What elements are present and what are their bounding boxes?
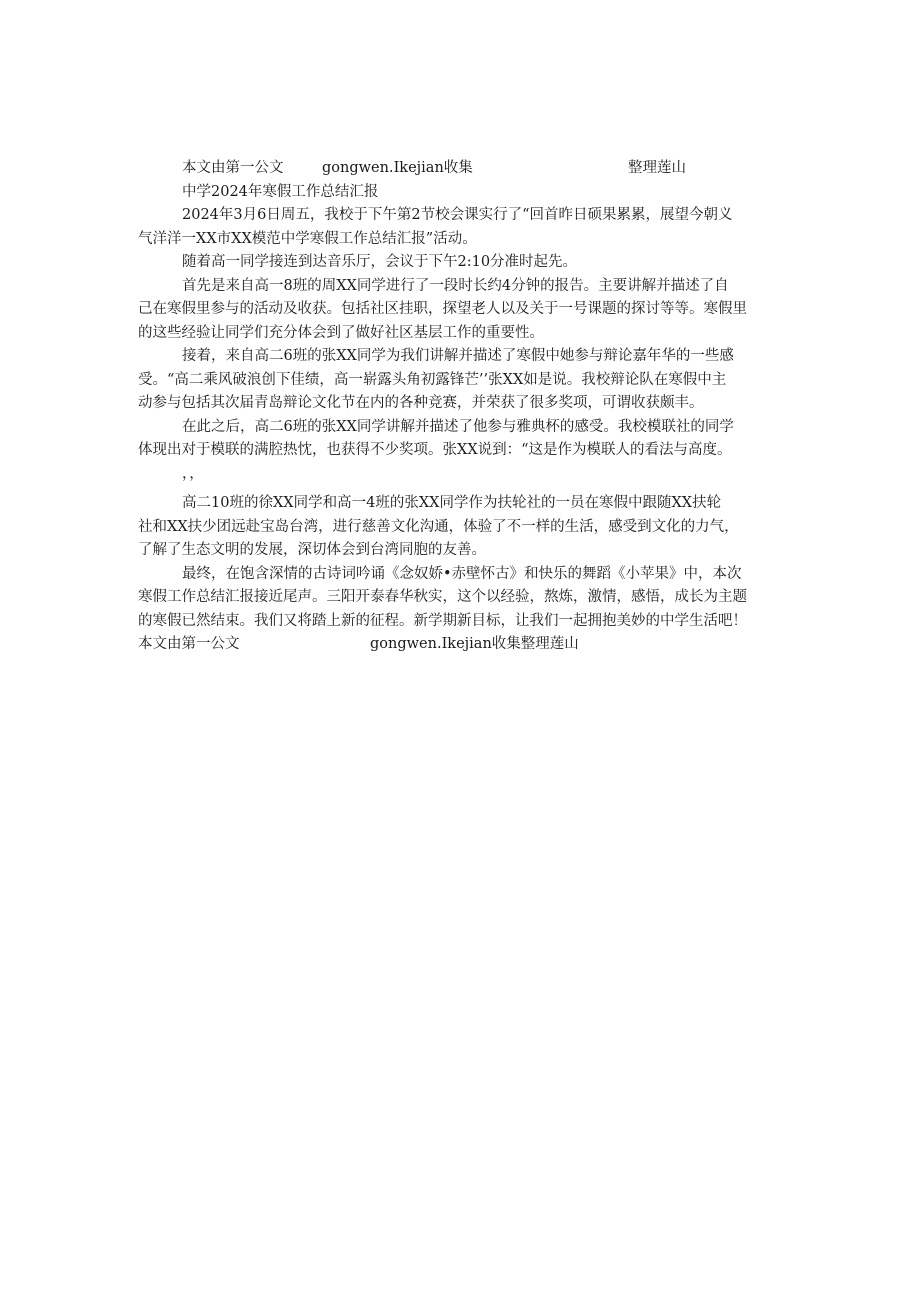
paragraph-line: 了解了生态文明的发展，深切体会到台湾同胞的友善。 (138, 542, 486, 558)
header-line (138, 157, 798, 181)
paragraph-6 (138, 492, 798, 563)
paragraph-line: 体现出对于模联的满腔热忱，也获得不少奖项。张XX说到：“这是作为模联人的看法与高度。 (138, 442, 732, 458)
header-site-text: gongwen.Ikejian收集 (322, 160, 473, 176)
paragraph-3 (138, 275, 798, 346)
header-source-text: 本文由第一公文 (182, 160, 284, 176)
paragraph-line: 接着，来自高二6班的张XX同学为我们讲解并描述了寒假中她参与辩论嘉年华的一些感 (182, 348, 734, 364)
paragraph-5 (138, 416, 798, 487)
paragraph-line: 高二10班的徐XX同学和高一4班的张XX同学作为扶轮社的一员在寒假中跟随XX扶轮 (182, 495, 722, 511)
paragraph-line: 首先是来自高一8班的周XX同学进行了一段时长约4分钟的报告。主要讲解并描述了自 (182, 277, 729, 294)
paragraph-1 (138, 204, 798, 251)
footer-source-text: 本文由第一公文 (138, 636, 240, 652)
paragraph-line: 随着高一同学接连到达音乐厅，会议于下午2:10分准时起先。 (182, 254, 578, 270)
paragraph-line: 社和XX扶少团远赴宝岛台湾，进行慈善文化沟通，体验了不一样的生活，感受到文化的力气， (138, 518, 739, 535)
paragraph-7 (138, 563, 798, 634)
paragraph-line: 的这些经验让同学们充分体会到了做好社区基层工作的重要性。 (138, 324, 544, 341)
document-page (138, 157, 798, 657)
paragraph-4 (138, 345, 798, 416)
paragraph-line: 己在寒假里参与的活动及收获。包括社区挂职，探望老人以及关于一号课题的探讨等等。寒假里 (138, 301, 747, 317)
paragraph-line: 气洋洋一XX市XX模范中学寒假工作总结汇报”活动。 (138, 230, 477, 247)
paragraph-line: 在此之后，高二6班的张XX同学讲解并描述了他参与雅典杯的感受。我校模联社的同学 (182, 418, 734, 435)
footer-site-text: gongwen.Ikejian收集整理莲山 (370, 636, 579, 652)
paragraph-line: ，， (182, 465, 204, 482)
paragraph-2 (138, 251, 798, 275)
paragraph-line: 动参与包括其次届青岛辩论文化节在内的各种竞赛，并荣获了很多奖项，可谓收获颇丰。 (138, 395, 704, 411)
footer-line (138, 633, 798, 657)
paragraph-line: 2024年3月6日周五，我校于下午第2节校会课实行了“回首昨日硕果累累，展望今朝义 (182, 207, 733, 223)
header-tail-text: 整理莲山 (628, 160, 686, 176)
paragraph-line: 寒假工作总结汇报接近尾声。三阳开泰春华秋实，这个以经验，熬炼，激情，感悟，成长为主题 (138, 589, 747, 605)
paragraph-line: 受。“高二乘风破浪创下佳绩，高一崭露头角初露锋芒’’张XX如是说。我校辩论队在寒假中主 (138, 371, 727, 388)
paragraph-line: 最终，在饱含深情的古诗词吟诵《念奴娇•赤壁怀古》和快乐的舞蹈《小苹果》中，本次 (182, 565, 742, 582)
paragraph-line: 的寒假已然结束。我们又将踏上新的征程。新学期新目标，让我们一起拥抱美妙的中学生活吧！ (138, 612, 747, 629)
document-title: 中学2024年寒假工作总结汇报 (182, 183, 379, 200)
